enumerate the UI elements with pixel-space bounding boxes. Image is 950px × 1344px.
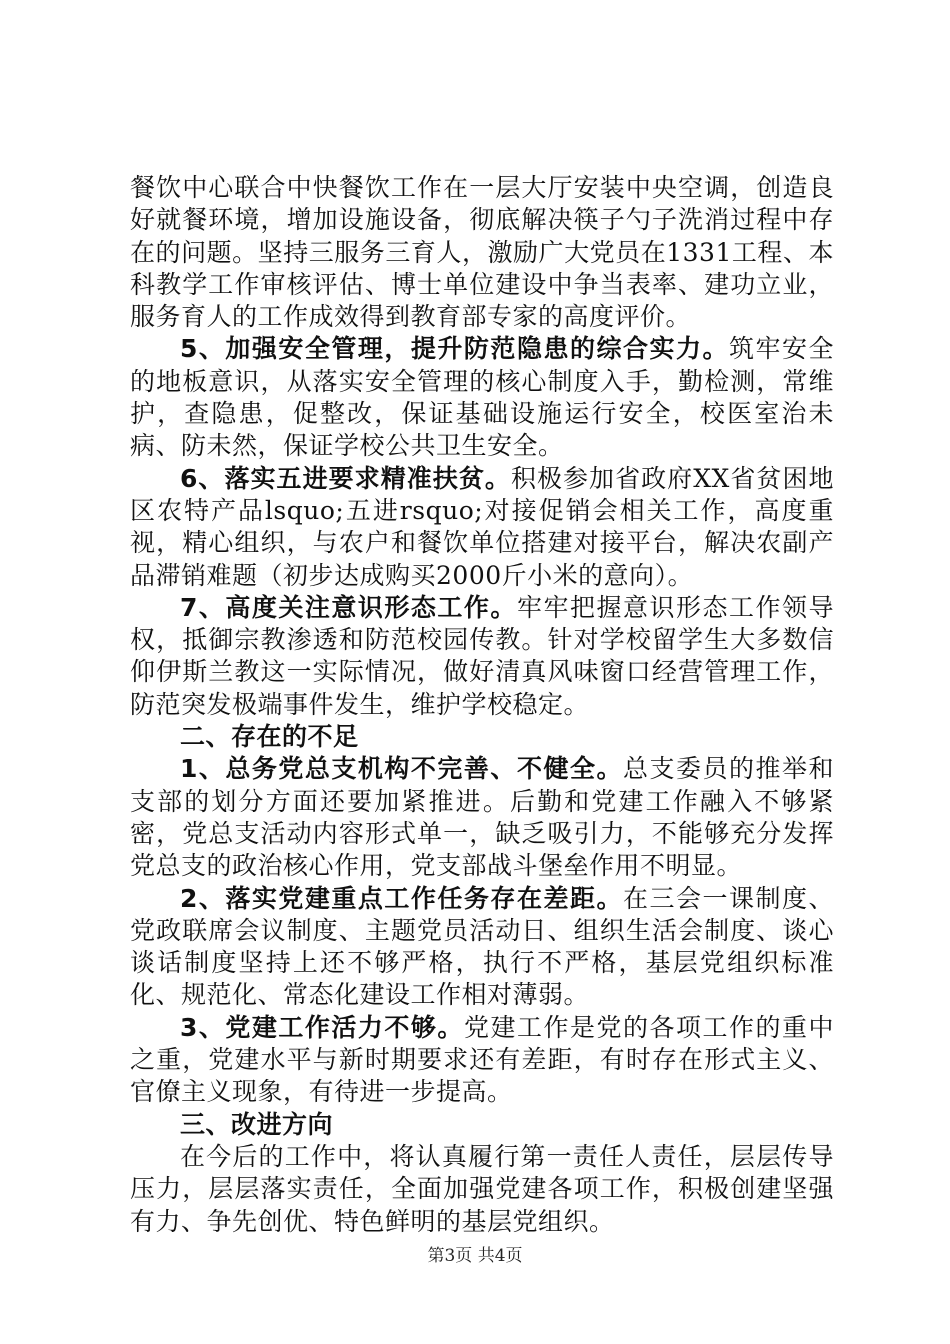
paragraph-catering bbox=[130, 172, 834, 333]
paragraph-lead: 7、高度关注意识形态工作。 bbox=[180, 592, 517, 622]
section-heading-improvement: 三、改进方向 bbox=[180, 1109, 334, 1139]
paragraph-lead: 2、落实党建重点工作任务存在差距。 bbox=[180, 883, 623, 913]
paragraph-lead: 6、落实五进要求精准扶贫。 bbox=[180, 463, 511, 493]
paragraph-text: 在三会一课制度、党政联席会议制度、主题党员活动日、组织生活会制度、谈心谈话制度坚持上还不够严格，执行不严格，基层党组织标准化、规范化、常态化建设工作相对薄弱。 bbox=[130, 883, 834, 1010]
paragraph-text: 党建工作是党的各项工作的重中之重，党建水平与新时期要求还有差距，有时存在形式主义、官僚主义现象，有待进一步提高。 bbox=[130, 1012, 834, 1107]
page-footer bbox=[0, 1241, 950, 1266]
paragraph-vitality bbox=[130, 1012, 834, 1109]
paragraph-text: 筑牢安全的地板意识，从落实安全管理的核心制度入手，勤检测，常维护，查隐患，促整改，保证基础设施运行安全，校医室治未病、防未然，保证学校公共卫生安全。 bbox=[130, 334, 834, 461]
paragraph-ideology bbox=[130, 592, 834, 721]
paragraph-lead: 5、加强安全管理，提升防范隐患的综合实力。 bbox=[180, 334, 729, 364]
paragraph-text: 在今后的工作中，将认真履行第一责任人责任，层层传导压力，层层落实责任，全面加强党建各项工作，积极创建坚强有力、争先创优、特色鲜明的基层党组织。 bbox=[130, 1141, 834, 1236]
paragraph-text: 总支委员的推举和支部的划分方面还要加紧推进。后勤和党建工作融入不够紧密，党总支活动内容形式单一，缺乏吸引力，不能够充分发挥党总支的政治核心作用，党支部战斗堡垒作用不明显。 bbox=[130, 754, 834, 881]
paragraph-future bbox=[130, 1141, 834, 1238]
paragraph-lead: 1、总务党总支机构不完善、不健全。 bbox=[180, 754, 623, 784]
paragraph-text: 牢牢把握意识形态工作领导权，抵御宗教渗透和防范校园传教。针对学校留学生大多数信仰伊斯兰教这一实际情况，做好清真风味窗口经营管理工作，防范突发极端事件发生，维护学校稳定。 bbox=[130, 592, 834, 719]
paragraph-lead: 3、党建工作活力不够。 bbox=[180, 1012, 464, 1042]
paragraph-text: 餐饮中心联合中快餐饮工作在一层大厅安装中央空调，创造良好就餐环境，增加设施设备，彻底解决筷子勺子洗消过程中存在的问题。坚持三服务三育人，激励广大党员在1331工程、本科教学工作审核评估、博士单位建设中争当表率、建功立业，服务育人的工作成效得到教育部专家的高度评价。 bbox=[130, 173, 834, 332]
document-body bbox=[130, 172, 834, 1238]
paragraph-organization bbox=[130, 753, 834, 882]
paragraph-text: 积极参加省政府XX省贫困地区农特产品lsquo;五进rsquo;对接促销会相关工作，高度重视，精心组织，与农户和餐饮单位搭建对接平台，解决农副产品滞销难题（初步达成购买2000斤小米的意向）。 bbox=[130, 463, 834, 590]
section-heading-shortcomings: 二、存在的不足 bbox=[180, 722, 359, 752]
paragraph-safety bbox=[130, 333, 834, 462]
paragraph-tasks bbox=[130, 883, 834, 1012]
paragraph-poverty bbox=[130, 463, 834, 592]
page-number: 第3页 共4页 bbox=[427, 1246, 523, 1266]
